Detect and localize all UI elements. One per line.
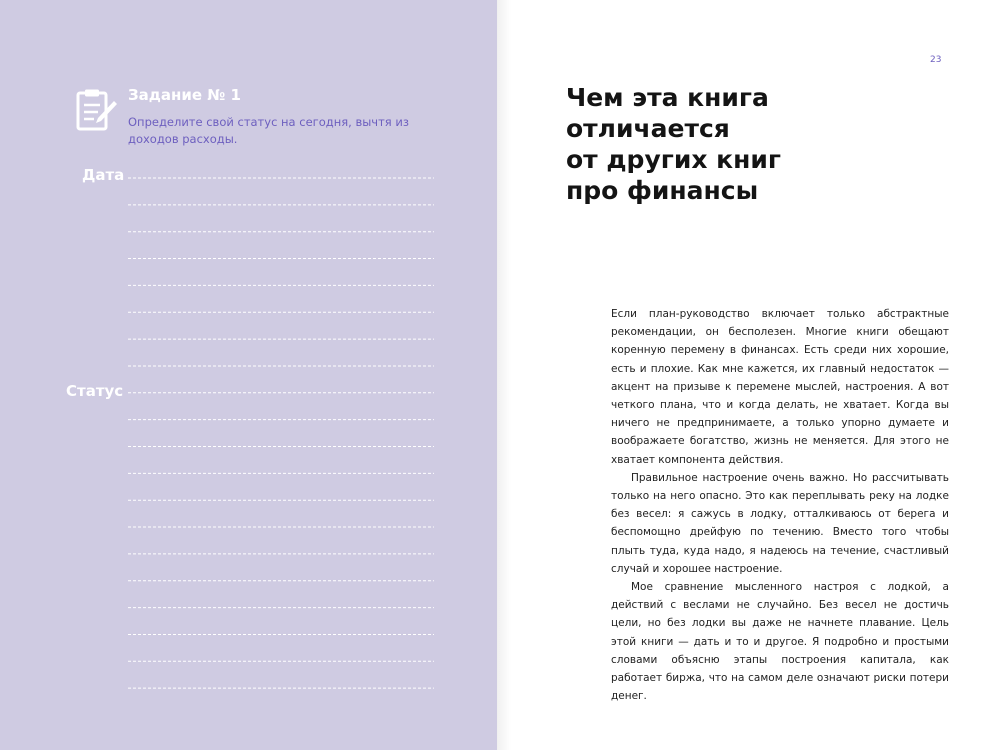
date-label: Дата: [82, 166, 125, 184]
book-spine: [497, 0, 511, 750]
checklist-pencil-icon: [76, 88, 118, 132]
heading-line: про финансы: [566, 176, 759, 205]
body-text: [611, 305, 949, 705]
heading-line: отличается: [566, 114, 730, 143]
heading-line: от других книг: [566, 145, 781, 174]
paragraph: Мое сравнение мысленного настроя с лодкой, а действий с веслами не случайно. Без весел не достичь цели, но без лодки вы даже не начнете плавание. Цель этой книги — дать и то и другое. Я подробно и простыми словами объясню этапы построения капитала, как работает биржа, что на самом деле означают риски потери денег.: [611, 581, 949, 703]
paragraph: Правильное настроение очень важно. Но рассчитывать только на него опасно. Это как переплывать реку на лодке без весел: я сажусь в лодку, отталкиваюсь от берега и беспомощно дрейфую по течению. Вместо того чтобы плыть туда, куда надо, я надеюсь на течение, счастливый случай и хорошее настроение.: [611, 471, 949, 575]
paragraph: Если план-руководство включает только абстрактные рекомендации, он бесполезен. Многие книги обещают коренную перемену в финансах. Есть среди них хорошие, есть и плохие. Как мне кажется, их главный недостаток — акцент на призыве к перемене мыслей, настроения. А вот четкого плана, что и когда делать, не хватает. Когда вы ничего не предпринимаете, а только упорно думаете и воображаете богатство, жизнь не меняется. Для этого не хватает компонента действия.: [611, 308, 949, 466]
status-label: Статус: [66, 382, 124, 400]
left-page: [0, 0, 497, 750]
writing-lines[interactable]: [128, 165, 434, 705]
chapter-heading: [566, 82, 896, 206]
task-description: Определите свой статус на сегодня, вычтя из доходов расходы.: [128, 115, 409, 146]
page-number: 23: [930, 55, 942, 65]
task-title: Задание № 1: [128, 86, 241, 104]
heading-line: Чем эта книга: [566, 83, 769, 112]
